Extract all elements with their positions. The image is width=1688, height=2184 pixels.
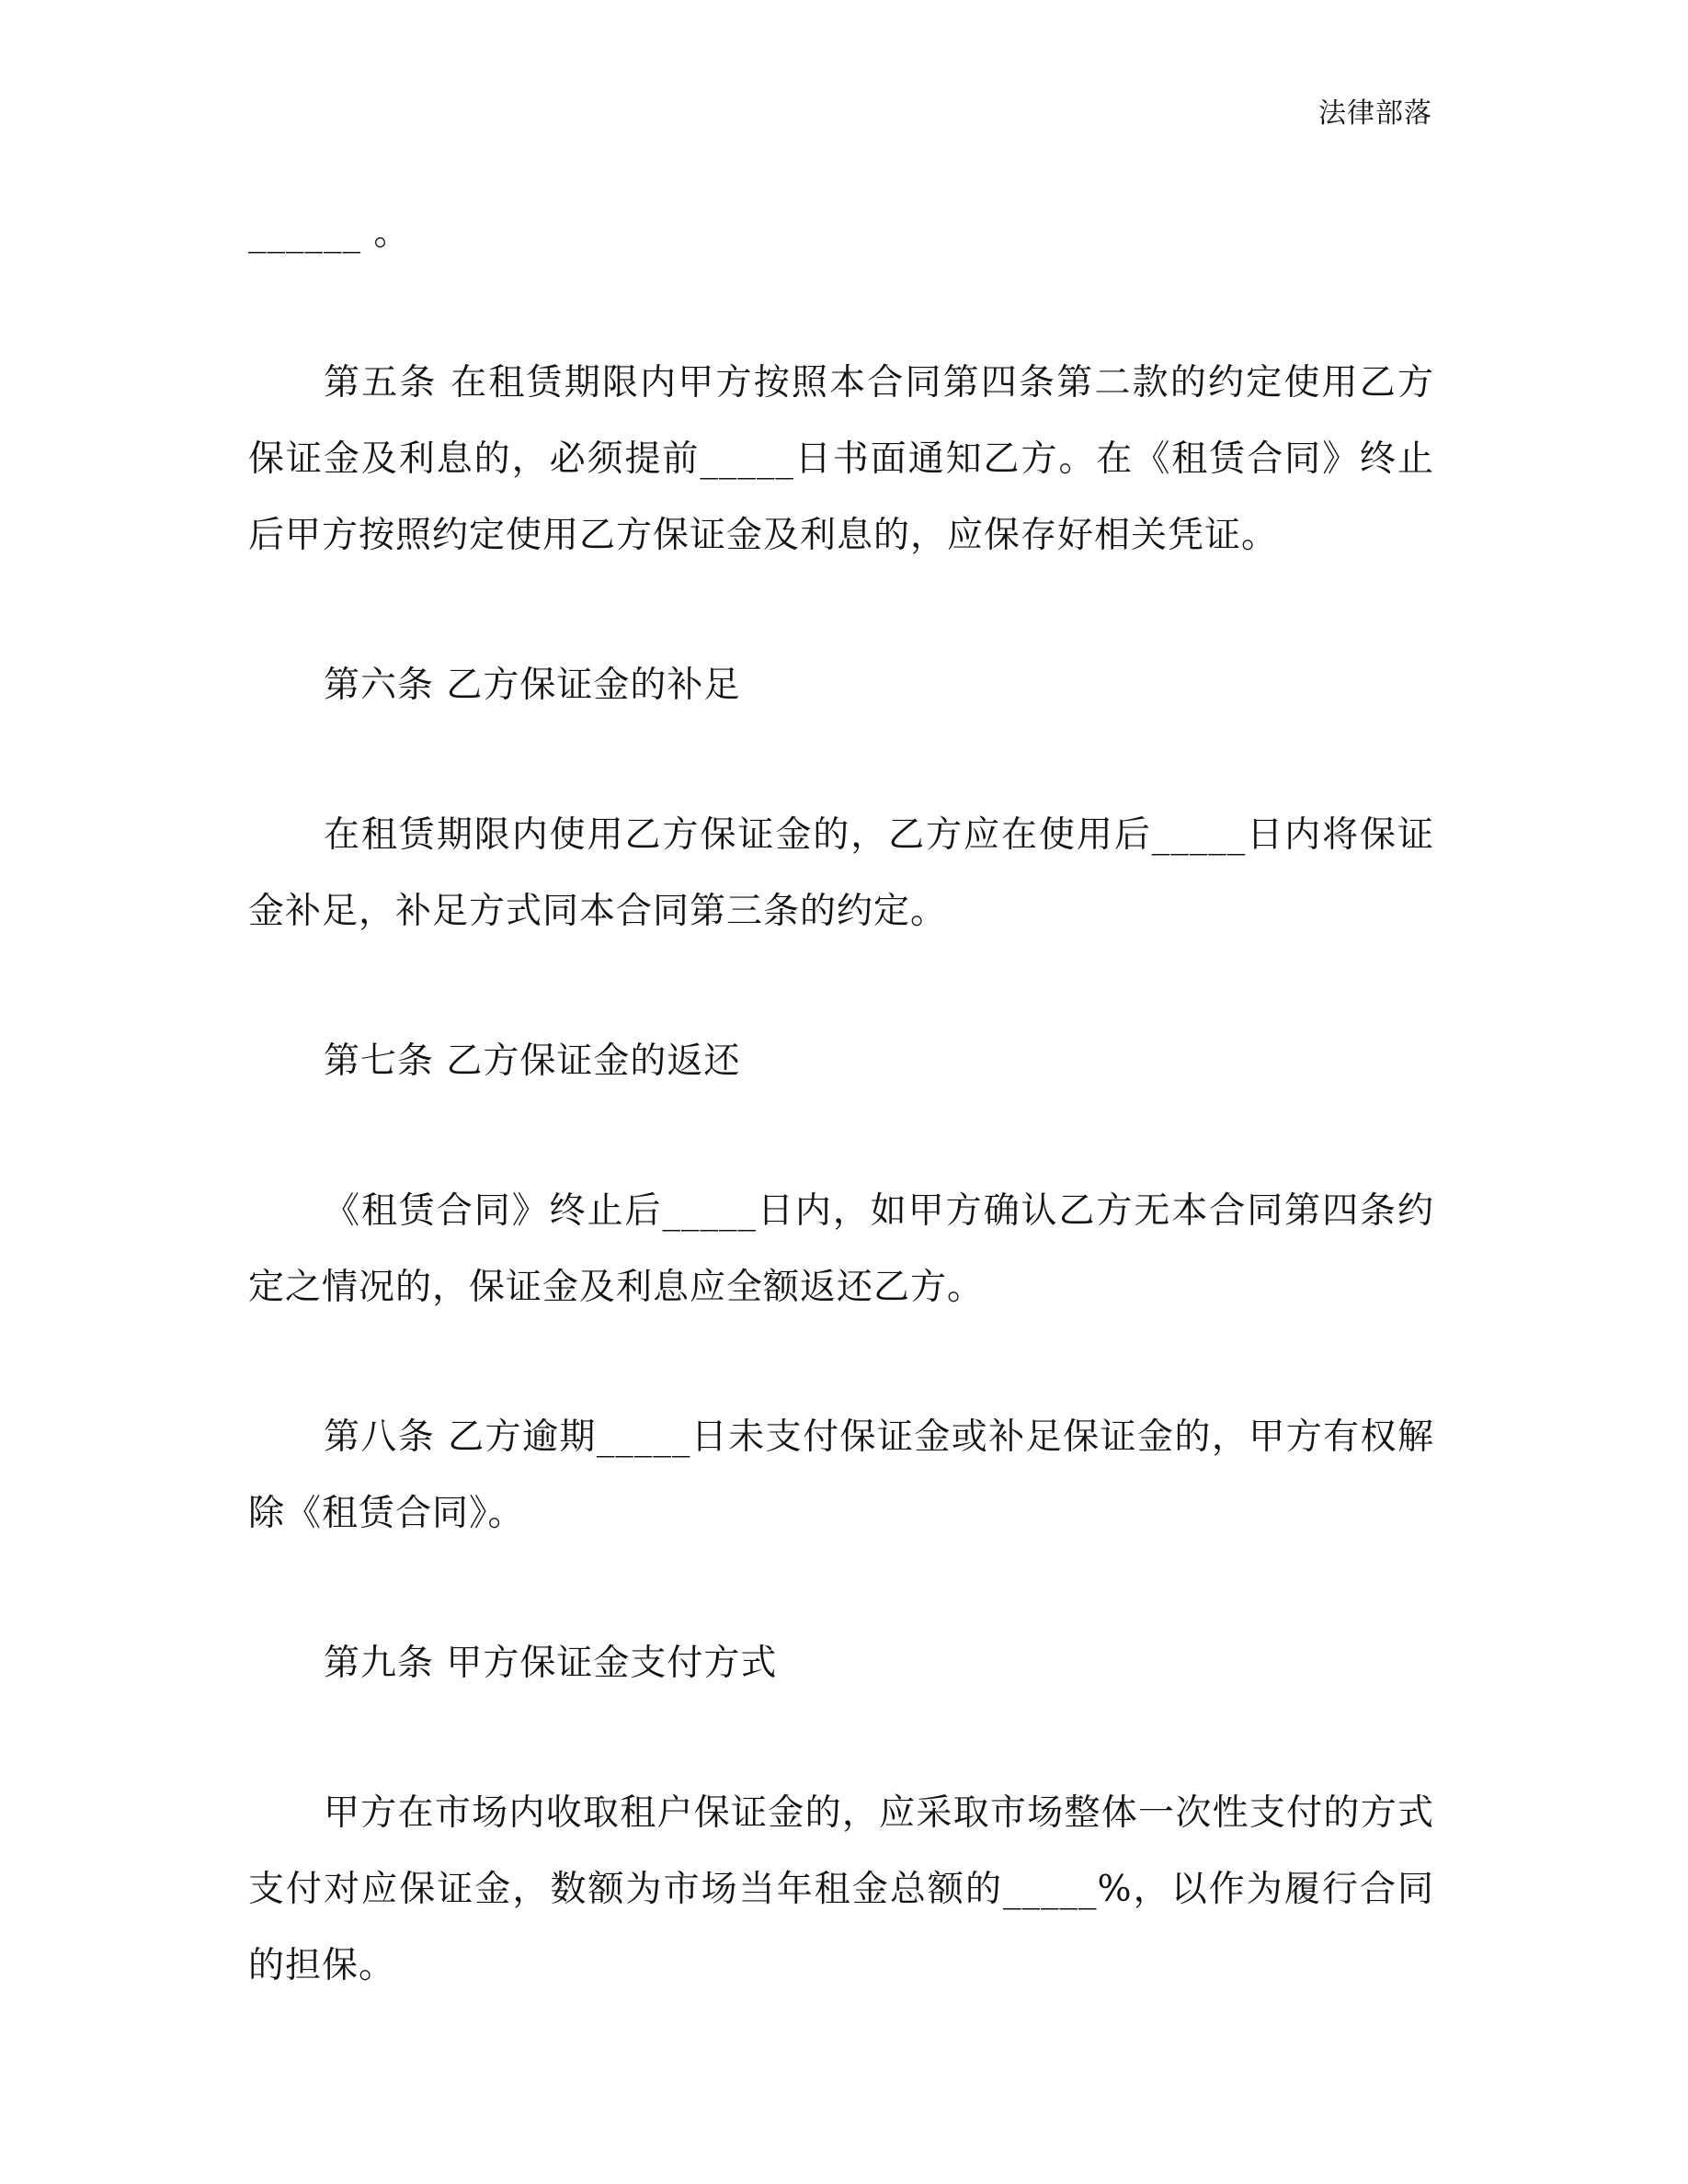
- paragraph-spacer: [248, 1701, 1434, 1775]
- article-8-text: 第八条 乙方逾期_____日未支付保证金或补足保证金的，甲方有权解除《租赁合同》。: [248, 1416, 1434, 1534]
- article-9-heading: 第九条 甲方保证金支付方式: [324, 1643, 778, 1684]
- page-header-brand: 法律部落: [1318, 97, 1432, 130]
- paragraph-spacer: [248, 950, 1434, 1023]
- paragraph-spacer: [248, 1099, 1434, 1173]
- article-9-text: 甲方在市场内收取租户保证金的，应采取市场整体一次性支付的方式支付对应保证金，数额为市场当年租金总额的_____%，以作为履行合同的担保。: [248, 1792, 1434, 1986]
- paragraph-spacer: [248, 271, 1434, 345]
- document-body: [248, 195, 1434, 2004]
- paragraph-spacer: [248, 574, 1434, 647]
- article-6-text: 在租赁期限内使用乙方保证金的，乙方应在使用后_____日内将保证金补足，补足方式同本合同第三条的约定。: [248, 814, 1434, 932]
- paragraph-spacer: [248, 723, 1434, 797]
- article-6-heading: 第六条 乙方保证金的补足: [324, 665, 741, 706]
- continuation-line: ______ 。: [248, 212, 411, 254]
- article-5-text: 第五条 在租赁期限内甲方按照本合同第四条第二款的约定使用乙方保证金及利息的，必须提前_____日书面通知乙方。在《租赁合同》终止后甲方按照约定使用乙方保证金及利息的，应保存好相关凭证。: [248, 362, 1434, 556]
- paragraph-spacer: [248, 1552, 1434, 1625]
- article-7-heading: 第七条 乙方保证金的返还: [324, 1041, 741, 1082]
- paragraph-spacer: [248, 1325, 1434, 1399]
- article-7-text: 《租赁合同》终止后_____日内，如甲方确认乙方无本合同第四条约定之情况的，保证金及利息应全额返还乙方。: [248, 1190, 1434, 1308]
